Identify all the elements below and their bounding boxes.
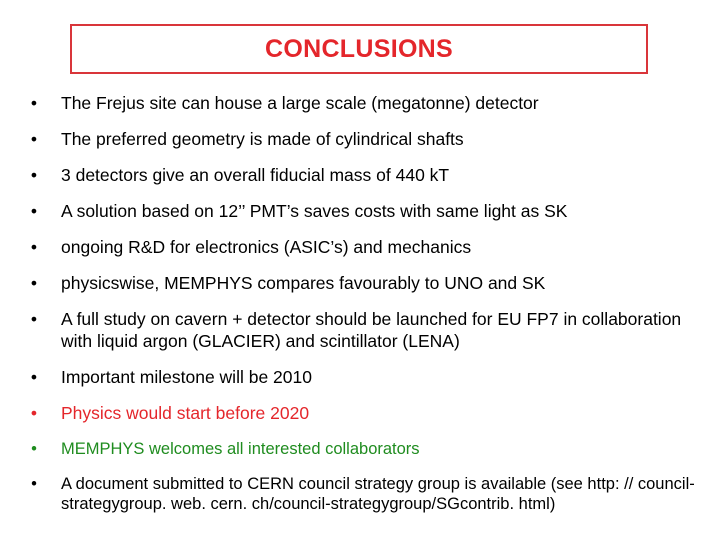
bullet-marker: • xyxy=(30,129,38,149)
bullet-item xyxy=(28,308,698,352)
bullet-item xyxy=(28,272,698,294)
bullet-item xyxy=(28,200,698,222)
bullet-text: The preferred geometry is made of cylindrical shafts xyxy=(61,129,464,149)
title-box xyxy=(70,24,648,74)
bullet-marker: • xyxy=(30,403,38,423)
bullet-item xyxy=(28,474,698,514)
bullet-marker: • xyxy=(30,273,38,293)
bullet-item xyxy=(28,366,698,388)
bullet-marker: • xyxy=(30,165,38,185)
bullet-marker: • xyxy=(30,309,38,329)
bullet-marker: • xyxy=(30,367,38,387)
bullet-item xyxy=(28,92,698,114)
bullet-item xyxy=(28,236,698,258)
slide-title: CONCLUSIONS xyxy=(264,34,454,63)
bullet-item-green xyxy=(28,438,698,460)
bullet-text: A full study on cavern + detector should be launched for EU FP7 in collaboration with liquid argon (GLACIER) and scintillator (LENA) xyxy=(61,309,682,351)
bullet-marker: • xyxy=(30,237,38,257)
bullet-text: 3 detectors give an overall fiducial mass of 440 kT xyxy=(61,165,450,185)
bullet-text: A document submitted to CERN council strategy group is available (see http: // council-strategygroup. web. cern. ch/council-strategygroup/SGcontrib. html) xyxy=(61,475,695,513)
bullet-item-red xyxy=(28,402,698,424)
bullet-list xyxy=(28,92,698,528)
bullet-text: The Frejus site can house a large scale (megatonne) detector xyxy=(61,93,539,113)
bullet-text: ongoing R&D for electronics (ASIC’s) and mechanics xyxy=(61,237,472,257)
bullet-marker: • xyxy=(31,440,37,458)
bullet-marker: • xyxy=(31,475,37,493)
bullet-text: A solution based on 12’’ PMT’s saves costs with same light as SK xyxy=(61,201,568,221)
bullet-marker: • xyxy=(30,201,38,221)
bullet-text: MEMPHYS welcomes all interested collaborators xyxy=(61,440,420,458)
bullet-item xyxy=(28,128,698,150)
bullet-marker: • xyxy=(30,93,38,113)
bullet-text: Important milestone will be 2010 xyxy=(61,367,312,387)
bullet-text: physicswise, MEMPHYS compares favourably to UNO and SK xyxy=(61,273,546,293)
bullet-item xyxy=(28,164,698,186)
bullet-text: Physics would start before 2020 xyxy=(61,403,310,423)
